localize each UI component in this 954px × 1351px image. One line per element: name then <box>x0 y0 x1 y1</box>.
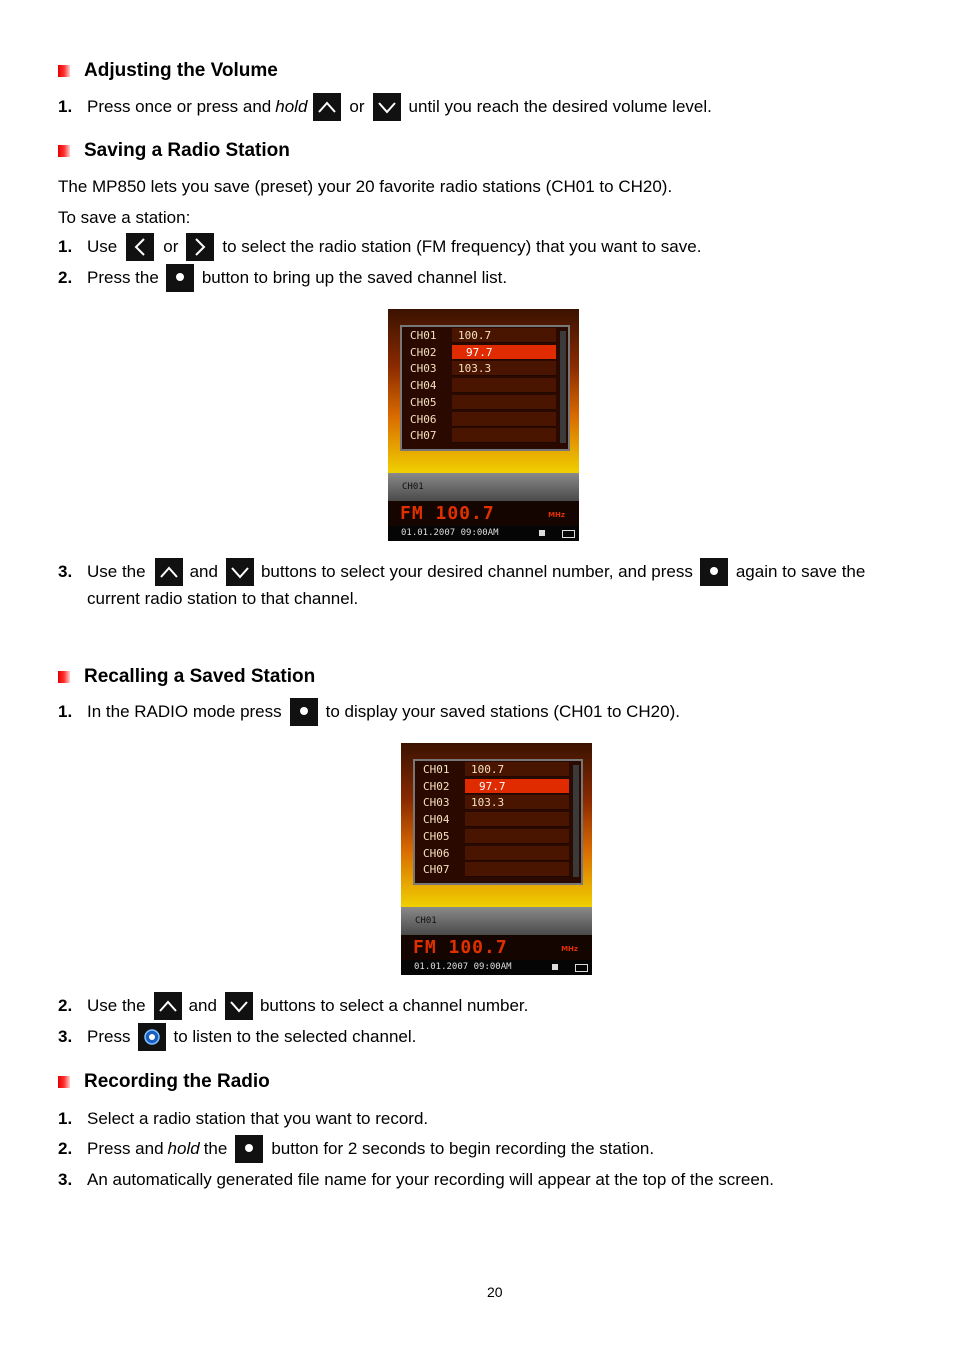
channel-label: CH05 <box>410 395 437 409</box>
channel-row <box>415 862 569 878</box>
channel-frequency <box>465 812 569 827</box>
channel-frequency <box>452 428 556 443</box>
list-scrollbar <box>573 765 579 877</box>
status-bar <box>388 526 579 541</box>
channel-label: CH07 <box>410 429 437 443</box>
channel-frequency <box>452 395 556 410</box>
saving-intro: The MP850 lets you save (preset) your 20 favorite radio stations (CH01 to CH20). <box>58 177 673 196</box>
date-time: 01.01.2007 09:00AM <box>401 528 499 538</box>
channel-frequency <box>452 412 556 427</box>
record-button-icon <box>235 1135 263 1163</box>
current-channel-label: CH01 <box>415 916 437 926</box>
heading-bullet <box>58 1076 70 1088</box>
channel-list <box>400 325 570 451</box>
saving-step-2: 2. Press the button to bring up the saved channel list. <box>58 263 507 293</box>
channel-label: CH05 <box>423 829 450 843</box>
saving-step-1: 1. Use or to select the radio station (FM frequency) that you want to save. <box>58 232 701 262</box>
record-button-icon <box>166 264 194 292</box>
left-button-icon <box>126 233 154 261</box>
status-bar <box>401 960 592 975</box>
down-button-icon <box>225 992 253 1020</box>
channel-row <box>415 846 569 862</box>
down-button-icon <box>226 558 254 586</box>
channel-frequency <box>452 378 556 393</box>
frequency-unit: MHz <box>561 945 578 953</box>
channel-row <box>402 378 556 394</box>
right-button-icon <box>186 233 214 261</box>
volume-step-1: 1. Press once or press and hold or until you reach the desired volume level. <box>58 92 712 122</box>
channel-frequency: 97.7 <box>465 779 569 794</box>
battery-icon <box>575 964 588 972</box>
channel-label: CH04 <box>423 813 450 827</box>
recalling-step-3: 3. Press to listen to the selected channel. <box>58 1022 416 1052</box>
device-screen <box>388 309 579 541</box>
step-number: 1. <box>58 97 73 116</box>
channel-label: CH07 <box>423 863 450 877</box>
channel-row <box>402 395 556 411</box>
fm-frequency-readout: FM 100.7 <box>400 503 495 524</box>
channel-label: CH06 <box>423 846 450 860</box>
channel-frequency <box>465 829 569 844</box>
channel-label: CH01 <box>410 329 437 342</box>
channel-frequency <box>465 862 569 877</box>
channel-label: CH02 <box>423 779 450 793</box>
channel-row <box>415 762 569 778</box>
heading-bullet <box>58 671 70 683</box>
channel-frequency <box>465 846 569 861</box>
channel-row <box>415 829 569 845</box>
saving-to-save: To save a station: <box>58 208 191 227</box>
channel-row <box>402 345 556 361</box>
record-button-icon <box>290 698 318 726</box>
heading-adjusting-volume: Adjusting the Volume <box>84 60 278 81</box>
channel-row <box>415 795 569 811</box>
down-button-icon <box>373 93 401 121</box>
current-channel-bar <box>401 907 592 935</box>
recalling-step-2: 2. Use the and buttons to select a channel number. <box>58 991 528 1021</box>
channel-label: CH01 <box>423 763 450 776</box>
channel-frequency: 97.7 <box>452 345 556 360</box>
date-time: 01.01.2007 09:00AM <box>414 962 512 972</box>
page-number: 20 <box>487 1284 503 1300</box>
channel-row <box>402 361 556 377</box>
frequency-display <box>388 501 579 526</box>
battery-icon <box>562 530 575 538</box>
saving-step-3: 3. Use the and buttons to select your desired channel number, and press again to save the <box>58 557 865 587</box>
channel-row <box>415 779 569 795</box>
lock-icon <box>552 964 558 970</box>
heading-saving-station: Saving a Radio Station <box>84 140 290 161</box>
channel-row <box>402 412 556 428</box>
saving-step-3-continued: current radio station to that channel. <box>87 589 359 608</box>
heading-bullet <box>58 145 70 157</box>
current-channel-bar <box>388 473 579 501</box>
channel-label: CH03 <box>423 796 450 810</box>
recording-step-1: 1. Select a radio station that you want to record. <box>58 1109 429 1128</box>
lock-icon <box>539 530 545 536</box>
channel-label: CH03 <box>410 362 437 376</box>
record-button-icon <box>700 558 728 586</box>
current-channel-label: CH01 <box>402 482 424 492</box>
frequency-unit: MHz <box>548 511 565 519</box>
device-screen <box>401 743 592 975</box>
channel-label: CH02 <box>410 345 437 359</box>
heading-recalling-station: Recalling a Saved Station <box>84 666 316 687</box>
channel-frequency: 103.3 <box>452 361 556 376</box>
heading-recording-radio: Recording the Radio <box>84 1071 270 1092</box>
list-scrollbar <box>560 331 566 443</box>
channel-row <box>402 328 556 344</box>
up-button-icon <box>313 93 341 121</box>
heading-bullet <box>58 65 70 77</box>
fm-frequency-readout: FM 100.7 <box>413 937 508 958</box>
recording-step-3: 3. An automatically generated file name for your recording will appear at the top of the screen. <box>58 1170 774 1189</box>
recalling-step-1: 1. In the RADIO mode press to display your saved stations (CH01 to CH20). <box>58 697 680 727</box>
recording-step-2: 2. Press and hold the button for 2 seconds to begin recording the station. <box>58 1134 654 1164</box>
channel-row <box>402 428 556 444</box>
channel-frequency: 100.7 <box>452 328 556 343</box>
channel-row <box>415 812 569 828</box>
channel-frequency: 100.7 <box>465 762 569 777</box>
channel-label: CH06 <box>410 412 437 426</box>
channel-frequency: 103.3 <box>465 795 569 810</box>
up-button-icon <box>155 558 183 586</box>
channel-label: CH04 <box>410 379 437 393</box>
play-button-icon <box>138 1023 166 1051</box>
channel-list <box>413 759 583 885</box>
frequency-display <box>401 935 592 960</box>
up-button-icon <box>154 992 182 1020</box>
